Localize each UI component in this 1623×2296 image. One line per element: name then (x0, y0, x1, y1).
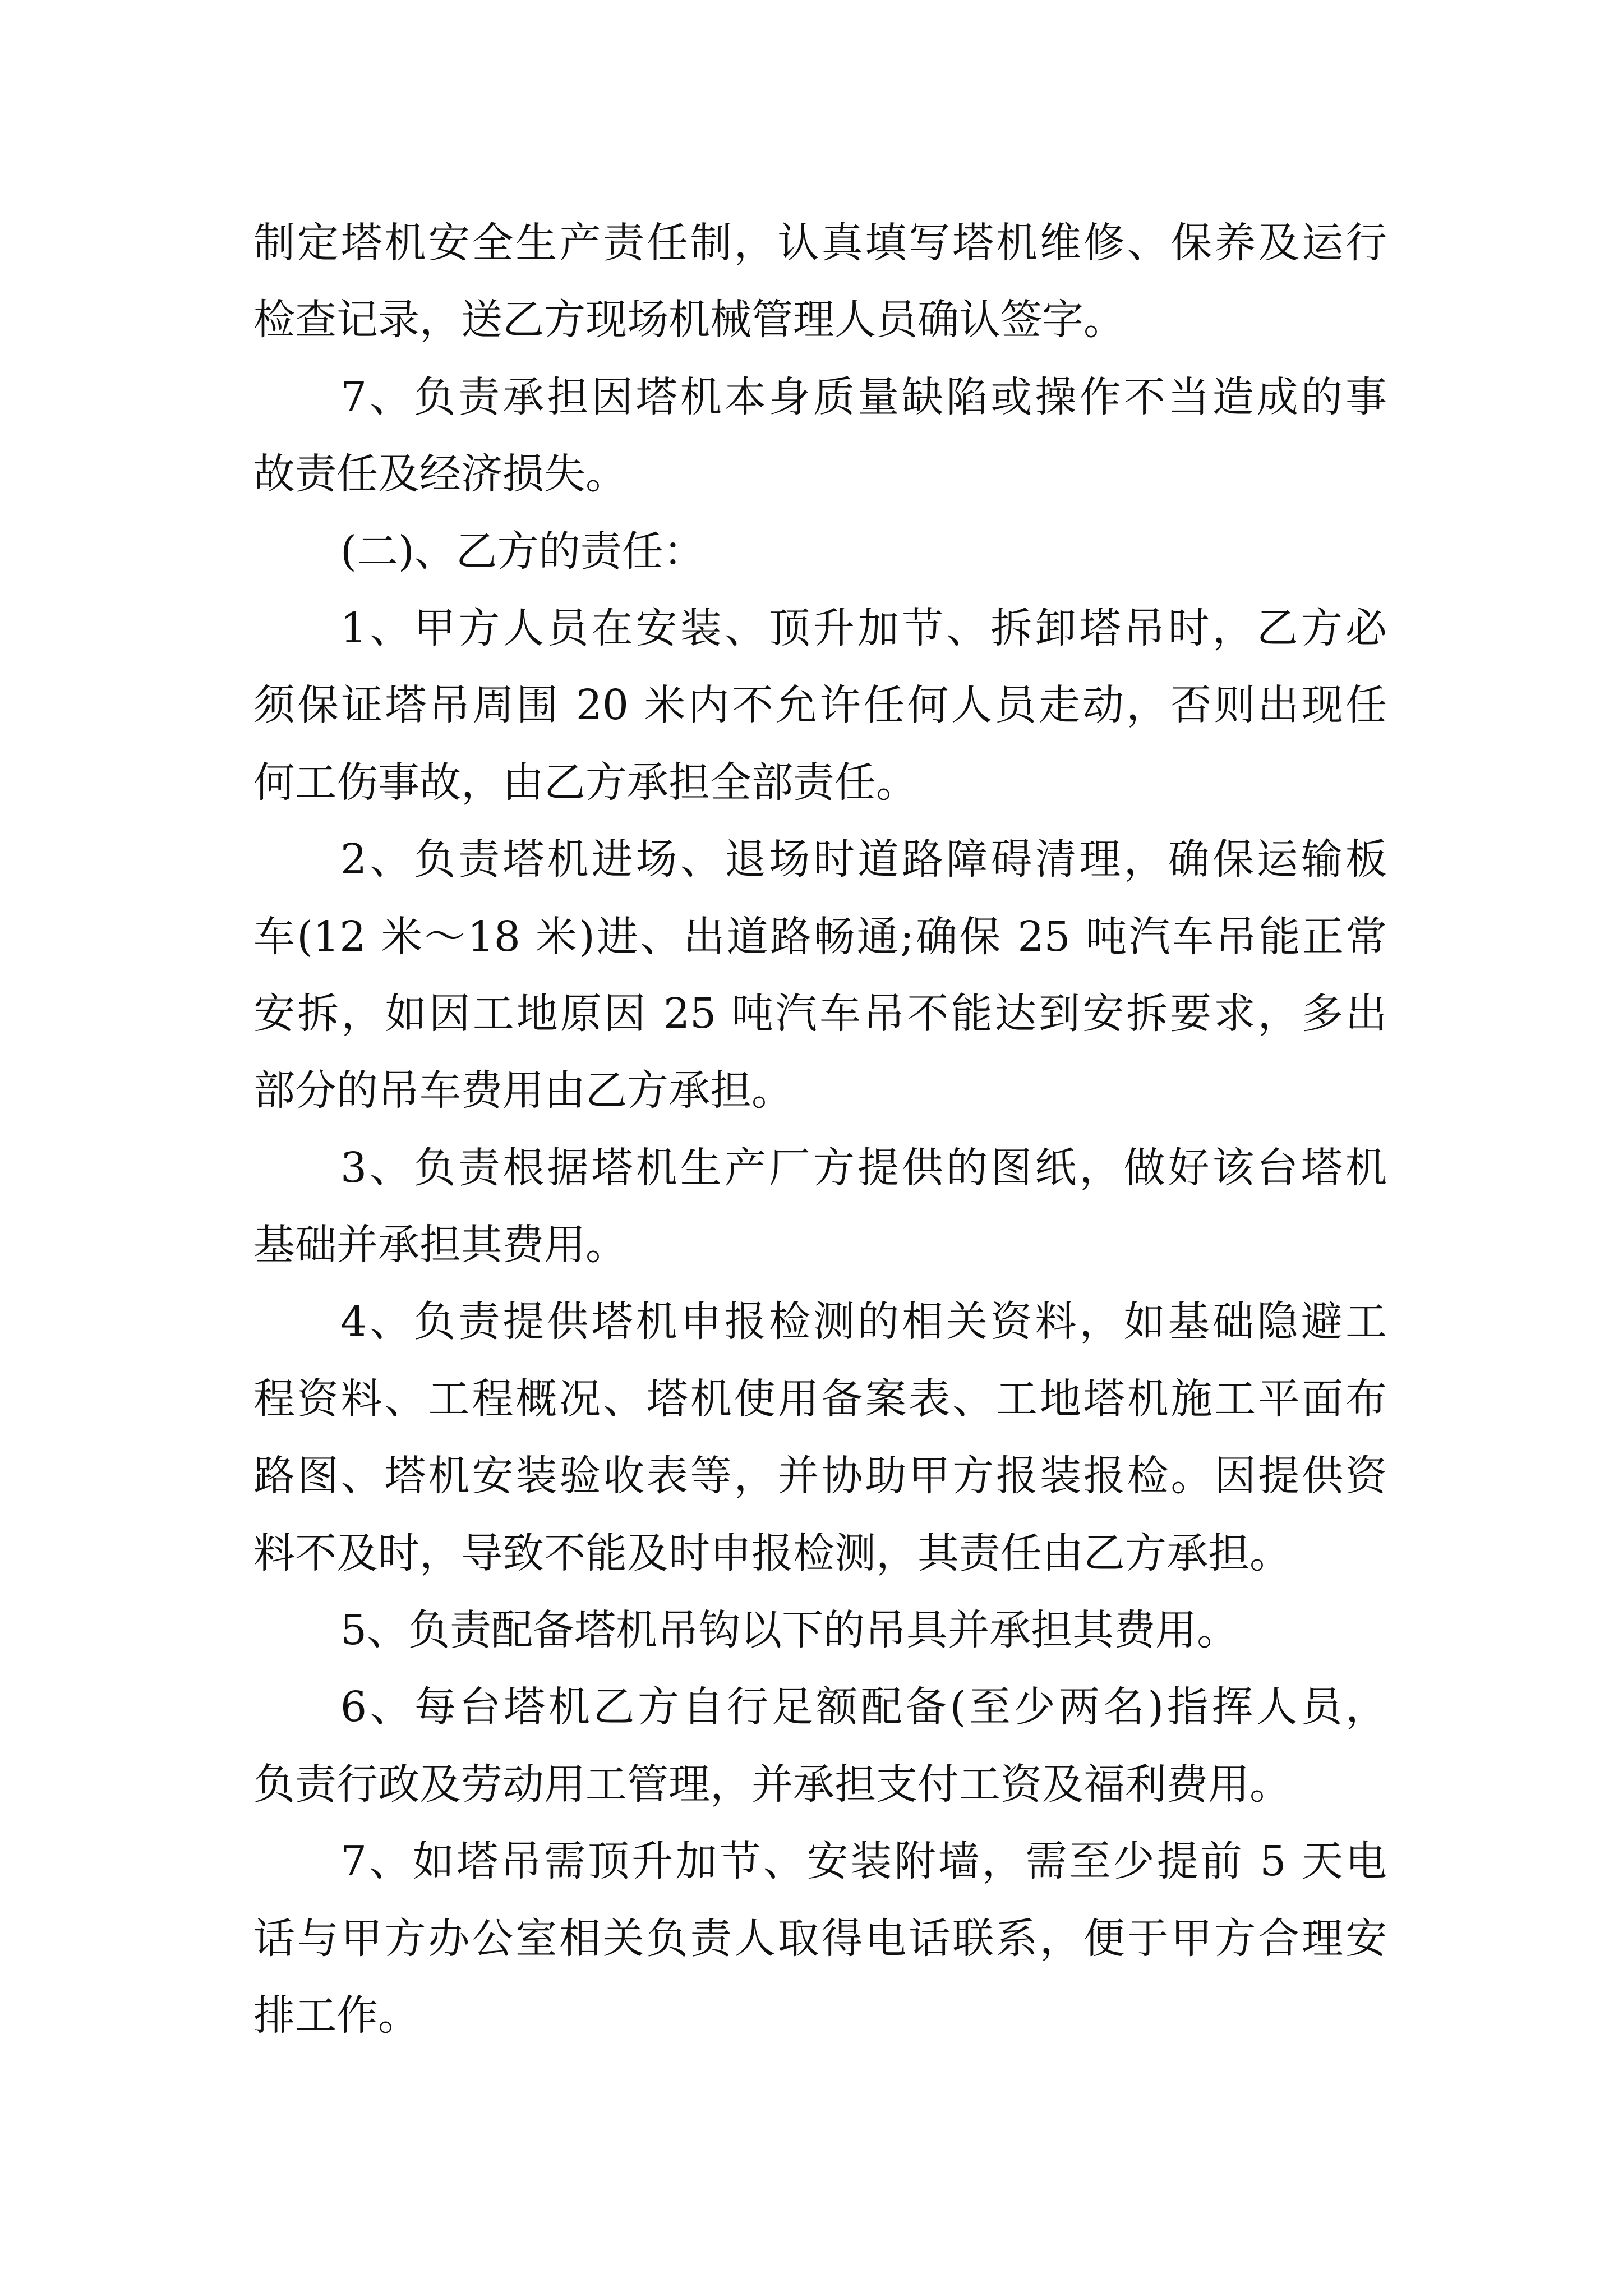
paragraph-item-2 (253, 821, 1387, 1130)
text-line: 1、甲方人员在安装、顶升加节、拆卸塔吊时，乙方必 (340, 604, 1387, 652)
text-line: 话与甲方办公室相关负责人取得电话联系，便于甲方合理安 (253, 1914, 1387, 1963)
text-line: 4、负责提供塔机申报检测的相关资料，如基础隐避工 (340, 1297, 1387, 1346)
text-line: 3、负责根据塔机生产厂方提供的图纸，做好该台塔机 (340, 1143, 1387, 1192)
text-line: 7、负责承担因塔机本身质量缺陷或操作不当造成的事 (340, 372, 1387, 421)
text-line: 车(12 米～18 米)进、出道路畅通;确保 25 吨汽车吊能正常 (253, 912, 1387, 961)
text-line: 程资料、工程概况、塔机使用备案表、工地塔机施工平面布 (253, 1374, 1387, 1423)
section-heading: (二)、乙方的责任： (340, 527, 705, 576)
text-line: 2、负责塔机进场、退场时道路障碍清理，确保运输板 (340, 835, 1387, 884)
paragraph-item-1 (253, 590, 1387, 821)
paragraph-item-7-party-b (253, 1823, 1387, 2054)
section-heading-party-b (253, 513, 1387, 590)
text-line: 7、如塔吊需顶升加节、安装附墙，需至少提前 5 天电 (340, 1837, 1387, 1886)
text-line: 基础并承担其费用。 (253, 1221, 627, 1269)
text-line: 制定塔机安全生产责任制，认真填写塔机维修、保养及运行 (253, 219, 1387, 267)
text-line: 6、每台塔机乙方自行足额配备(至少两名)指挥人员， (340, 1683, 1387, 1732)
text-line: 5、负责配备塔机吊钩以下的吊具并承担其费用。 (340, 1606, 1239, 1655)
paragraph-item-4 (253, 1283, 1387, 1592)
paragraph-safety-records (253, 205, 1387, 359)
text-line: 路图、塔机安装验收表等，并协助甲方报装报检。因提供资 (253, 1452, 1387, 1501)
text-line: 安拆，如因工地原因 25 吨汽车吊不能达到安拆要求，多出 (253, 989, 1387, 1038)
text-line: 部分的吊车费用由乙方承担。 (253, 1066, 793, 1115)
text-line: 何工伤事故，由乙方承担全部责任。 (253, 758, 917, 807)
body-text (253, 205, 1387, 2054)
text-line: 须保证塔吊周围 20 米内不允许任何人员走动，否则出现任 (253, 681, 1387, 730)
paragraph-item-3 (253, 1130, 1387, 1284)
paragraph-item-6 (253, 1669, 1387, 1823)
text-line: 料不及时，导致不能及时申报检测，其责任由乙方承担。 (253, 1529, 1291, 1577)
text-line: 故责任及经济损失。 (253, 450, 627, 499)
paragraph-item-7-party-a (253, 359, 1387, 513)
paragraph-item-5 (253, 1592, 1387, 1669)
text-line: 排工作。 (253, 1991, 419, 2040)
text-line: 检查记录，送乙方现场机械管理人员确认签字。 (253, 296, 1125, 344)
text-line: 负责行政及劳动用工管理，并承担支付工资及福利费用。 (253, 1760, 1291, 1809)
